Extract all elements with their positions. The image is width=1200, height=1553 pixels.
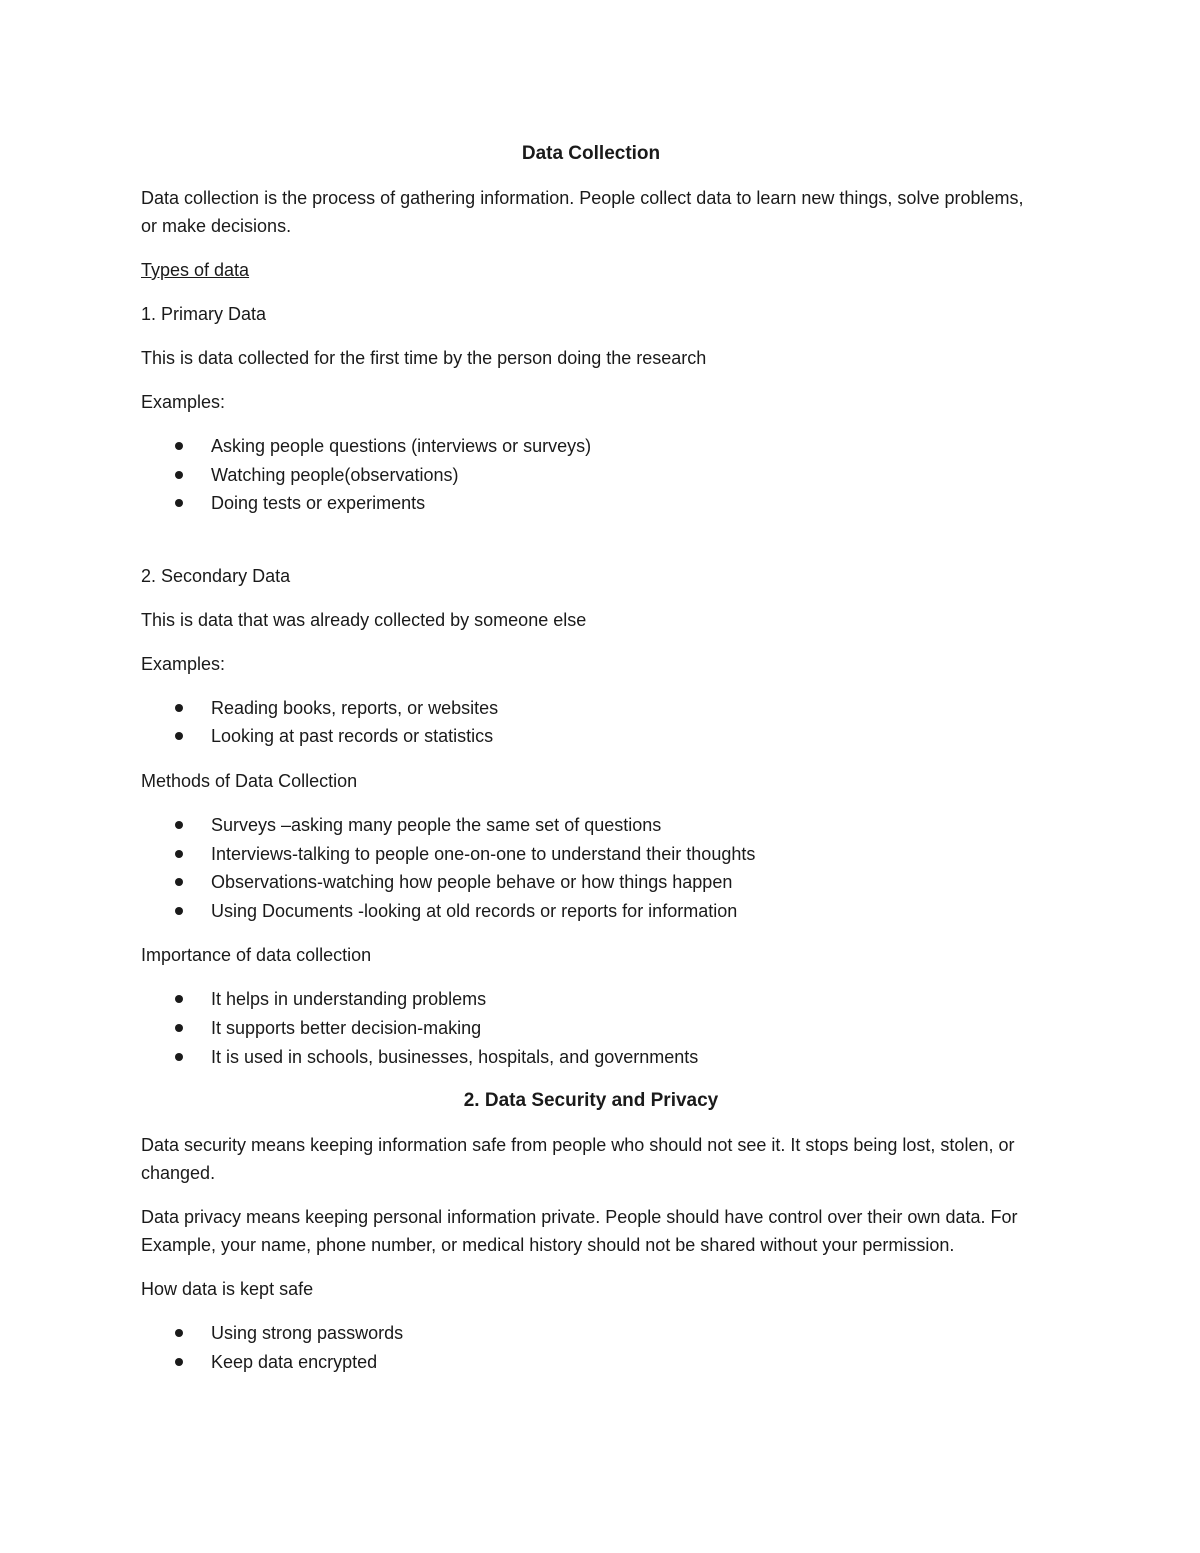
safe-list xyxy=(141,1319,1041,1376)
list-item: It helps in understanding problems xyxy=(141,985,1041,1014)
bullet-icon xyxy=(175,1329,183,1337)
list-item: Watching people(observations) xyxy=(141,461,1041,490)
methods-heading: Methods of Data Collection xyxy=(141,770,358,791)
bullet-icon xyxy=(175,1358,183,1366)
types-heading: Types of data xyxy=(141,260,250,280)
security-paragraph: Data security means keeping information safe from people who should not see it. It stops being lost, stolen, or changed. xyxy=(141,1135,1015,1184)
primary-description: This is data collected for the first time by the person doing the research xyxy=(141,348,707,368)
document-title: Data Collection xyxy=(521,143,661,164)
list-item: Surveys –asking many people the same set of questions xyxy=(141,811,1041,840)
bullet-icon xyxy=(175,732,183,740)
bullet-icon xyxy=(175,1024,183,1032)
bullet-icon xyxy=(175,704,183,712)
safe-heading: How data is kept safe xyxy=(141,1279,314,1300)
list-item: Using strong passwords xyxy=(141,1319,1041,1348)
bullet-icon xyxy=(175,499,183,507)
secondary-heading: 2. Secondary Data xyxy=(141,565,291,586)
secondary-examples-list xyxy=(141,694,1041,751)
bullet-icon xyxy=(175,907,183,915)
secondary-examples-label: Examples: xyxy=(141,653,226,674)
list-item: Doing tests or experiments xyxy=(141,489,1041,518)
primary-examples-label: Examples: xyxy=(141,392,226,412)
list-item: Using Documents -looking at old records or reports for information xyxy=(141,897,1041,926)
list-item: Keep data encrypted xyxy=(141,1348,1041,1377)
privacy-paragraph: Data privacy means keeping personal information private. People should have control over their own data. For Example, your name, phone number, or medical history should not be shared without your permission. xyxy=(141,1207,1018,1256)
list-item: Asking people questions (interviews or surveys) xyxy=(141,432,1041,461)
primary-examples-list xyxy=(141,432,1041,518)
bullet-icon xyxy=(175,821,183,829)
bullet-icon xyxy=(175,850,183,858)
list-item: Reading books, reports, or websites xyxy=(141,694,1041,723)
bullet-icon xyxy=(175,442,183,450)
bullet-icon xyxy=(175,1053,183,1061)
importance-heading: Importance of data collection xyxy=(141,945,372,966)
primary-heading: 1. Primary Data xyxy=(141,304,267,324)
secondary-description: This is data that was already collected by someone else xyxy=(141,609,587,630)
section2-title: 2. Data Security and Privacy xyxy=(463,1090,719,1112)
list-item: Interviews-talking to people one-on-one to understand their thoughts xyxy=(141,840,1041,869)
list-item: It is used in schools, businesses, hospitals, and governments xyxy=(141,1043,1041,1072)
list-item: Observations-watching how people behave or how things happen xyxy=(141,868,1041,897)
bullet-icon xyxy=(175,471,183,479)
document-body xyxy=(141,140,1041,1392)
bullet-icon xyxy=(175,878,183,886)
list-item: It supports better decision-making xyxy=(141,1014,1041,1043)
importance-list xyxy=(141,985,1041,1071)
paragraph-spacing xyxy=(141,546,1041,562)
intro-paragraph: Data collection is the process of gathering information. People collect data to learn new things, solve problems, or make decisions. xyxy=(141,188,1024,236)
methods-list xyxy=(141,811,1041,925)
bullet-icon xyxy=(175,995,183,1003)
list-item: Looking at past records or statistics xyxy=(141,722,1041,751)
blank-line xyxy=(141,518,1041,546)
